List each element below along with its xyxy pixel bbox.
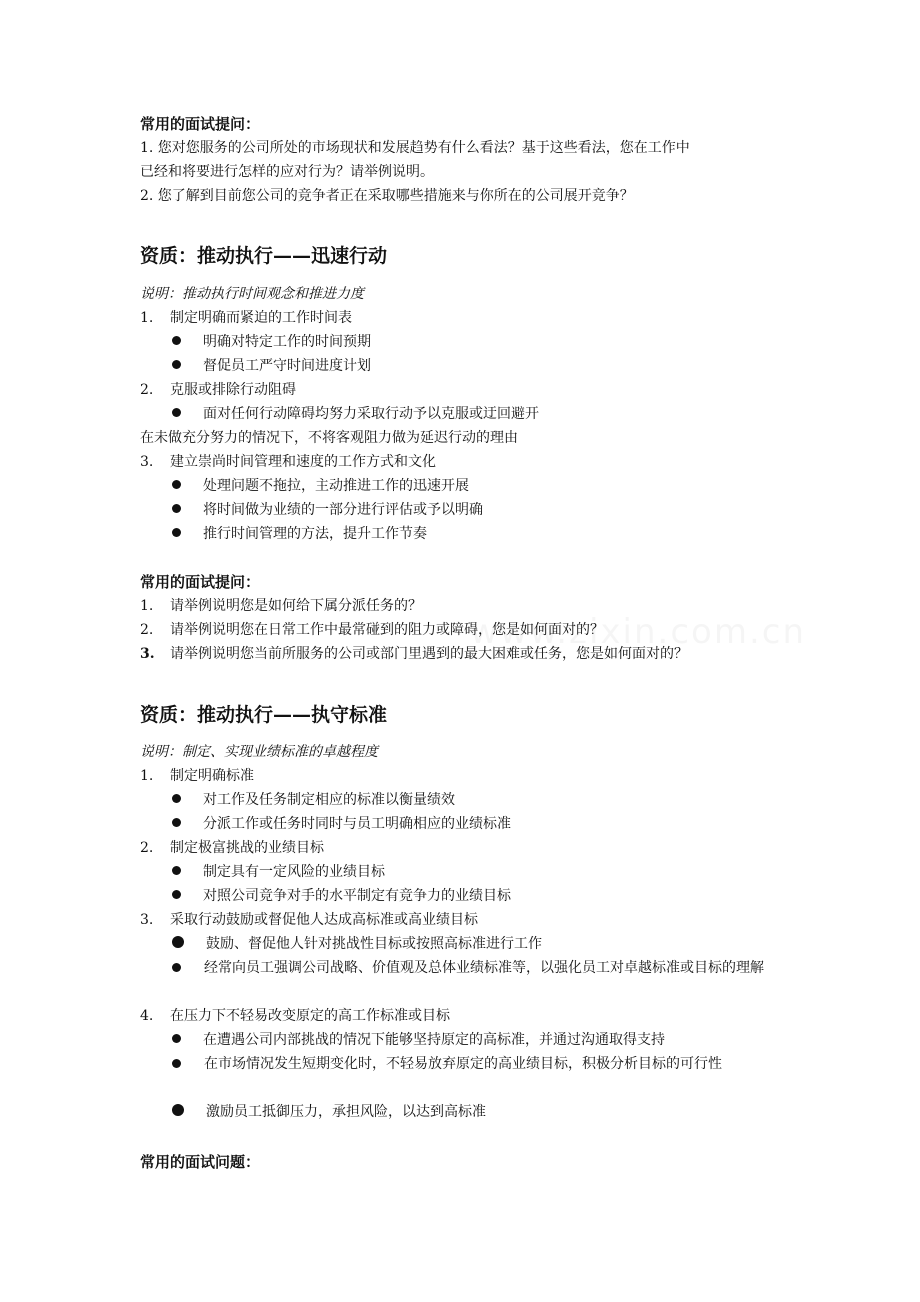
question-text: 请举例说明您在日常工作中最常碰到的阻力或障碍，您是如何面对的？ [170,622,604,638]
bullet-item [172,1028,822,1052]
bullet-text: 激励员工抵御压力，承担风险，以达到高标准 [206,1104,486,1120]
list-text: 在压力下不轻易改变原定的高工作标准或目标 [170,1008,450,1024]
question-2: 2. 您了解到目前您公司的竞争者正在采取哪些措施来与你所在的公司展开竞争？ [140,188,634,204]
bullet-dot-icon [172,504,181,513]
list-text: 制定极富挑战的业绩目标 [170,840,324,856]
questions-heading: 常用的面试问题： [140,1153,261,1171]
list-text: 采取行动鼓励或督促他人达成高标准或高业绩目标 [170,912,478,928]
list-text: 克服或排除行动阻碍 [170,382,296,398]
bullet-dot-icon [172,360,181,369]
bullet-text: 明确对特定工作的时间预期 [203,334,371,350]
bullet-dot-icon [172,936,184,948]
bullet-item [172,932,822,956]
bullet-item [172,1100,822,1124]
bullet-dot-icon [172,408,181,417]
bullet-text: 面对任何行动障碍均努力采取行动予以克服或迂回避开 [203,406,539,422]
list-number: 3. [140,912,154,928]
bullet-item [172,860,822,884]
list-number: 4. [140,1008,154,1024]
bullet-dot-icon [172,866,181,875]
list-number: 3. [140,454,154,470]
bullet-dot-icon [172,818,181,827]
list-item [140,836,790,860]
list-item [140,764,790,788]
bullet-dot-icon [172,528,181,537]
question-text: 请举例说明您当前所服务的公司或部门里遇到的最大困难或任务，您是如何面对的？ [170,646,688,662]
bullet-item [172,354,822,378]
bullet-item [172,474,822,498]
bullet-dot-icon [172,480,181,489]
list-number: 2. [140,840,154,856]
questions-heading: 常用的面试提问： [140,115,261,133]
bullet-text: 鼓励、督促他人针对挑战性目标或按照高标准进行工作 [206,936,542,952]
bullet-text: 处理问题不拖拉，主动推进工作的迅速开展 [203,478,469,494]
bullet-dot-icon [172,1059,181,1068]
bullet-text: 督促员工严守时间进度计划 [203,358,371,374]
list-number: 2. [140,622,154,638]
list-text: 制定明确标准 [170,768,254,784]
list-text: 制定明确而紧迫的工作时间表 [170,310,352,326]
bullet-text: 推行时间管理的方法，提升工作节奏 [203,526,427,542]
bullet-item [172,1052,792,1076]
bullet-text: 将时间做为业绩的一部分进行评估或予以明确 [203,502,483,518]
list-item [140,306,790,330]
list-item [140,450,790,474]
bullet-text: 对工作及任务制定相应的标准以衡量绩效 [203,792,455,808]
question-item [140,618,790,642]
list-number: 1. [140,598,154,614]
bullet-dot-icon [172,1034,181,1043]
bullet-dot-icon [172,794,181,803]
bullet-item [172,812,822,836]
list-item [140,1004,790,1028]
bullet-text: 对照公司竞争对手的水平制定有竞争力的业绩目标 [203,888,511,904]
list-text: 建立崇尚时间管理和速度的工作方式和文化 [170,454,436,470]
bullet-dot-icon [172,336,181,345]
bullet-item [172,884,822,908]
note-text: 在未做充分努力的情况下，不将客观阻力做为延迟行动的理由 [140,430,518,446]
bullet-item [172,522,822,546]
list-item [140,378,790,402]
list-number: 3. [140,646,155,662]
bullet-item [172,402,822,426]
question-1-line-2: 已经和将要进行怎样的应对行为？请举例说明。 [140,164,434,180]
bullet-text: 在市场情况发生短期变化时，不轻易放弃原定的高业绩目标，积极分析目标的可行性 [204,1056,722,1072]
bullet-text: 在遭遇公司内部挑战的情况下能够坚持原定的高标准，并通过沟通取得支持 [203,1032,665,1048]
question-item [140,594,790,618]
section-description: 说明：推动执行时间观念和推进力度 [140,286,364,302]
question-text: 请举例说明您是如何给下属分派任务的？ [170,598,422,614]
section-title: 资质：推动执行——执守标准 [140,704,388,726]
bullet-dot-icon [172,1104,184,1116]
bullet-dot-icon [172,890,181,899]
question-item [140,642,790,666]
bullet-dot-icon [172,963,181,972]
list-item [140,908,790,932]
bullet-text: 分派工作或任务时同时与员工明确相应的业绩标准 [203,816,511,832]
question-1-line-1: 1. 您对您服务的公司所处的市场现状和发展趋势有什么看法？基于这些看法，您在工作中 [140,140,690,156]
bullet-item [172,956,792,980]
bullet-item [172,788,822,812]
bullet-item [172,498,822,522]
bullet-text: 制定具有一定风险的业绩目标 [203,864,385,880]
list-number: 1. [140,310,154,326]
list-number: 1. [140,768,154,784]
section-title: 资质：推动执行——迅速行动 [140,245,388,267]
bullet-item [172,330,822,354]
section-description: 说明：制定、实现业绩标准的卓越程度 [140,744,378,760]
list-number: 2. [140,382,154,398]
bullet-text: 经常向员工强调公司战略、价值观及总体业绩标准等，以强化员工对卓越标准或目标的理解 [204,960,764,976]
questions-heading: 常用的面试提问： [140,573,261,591]
